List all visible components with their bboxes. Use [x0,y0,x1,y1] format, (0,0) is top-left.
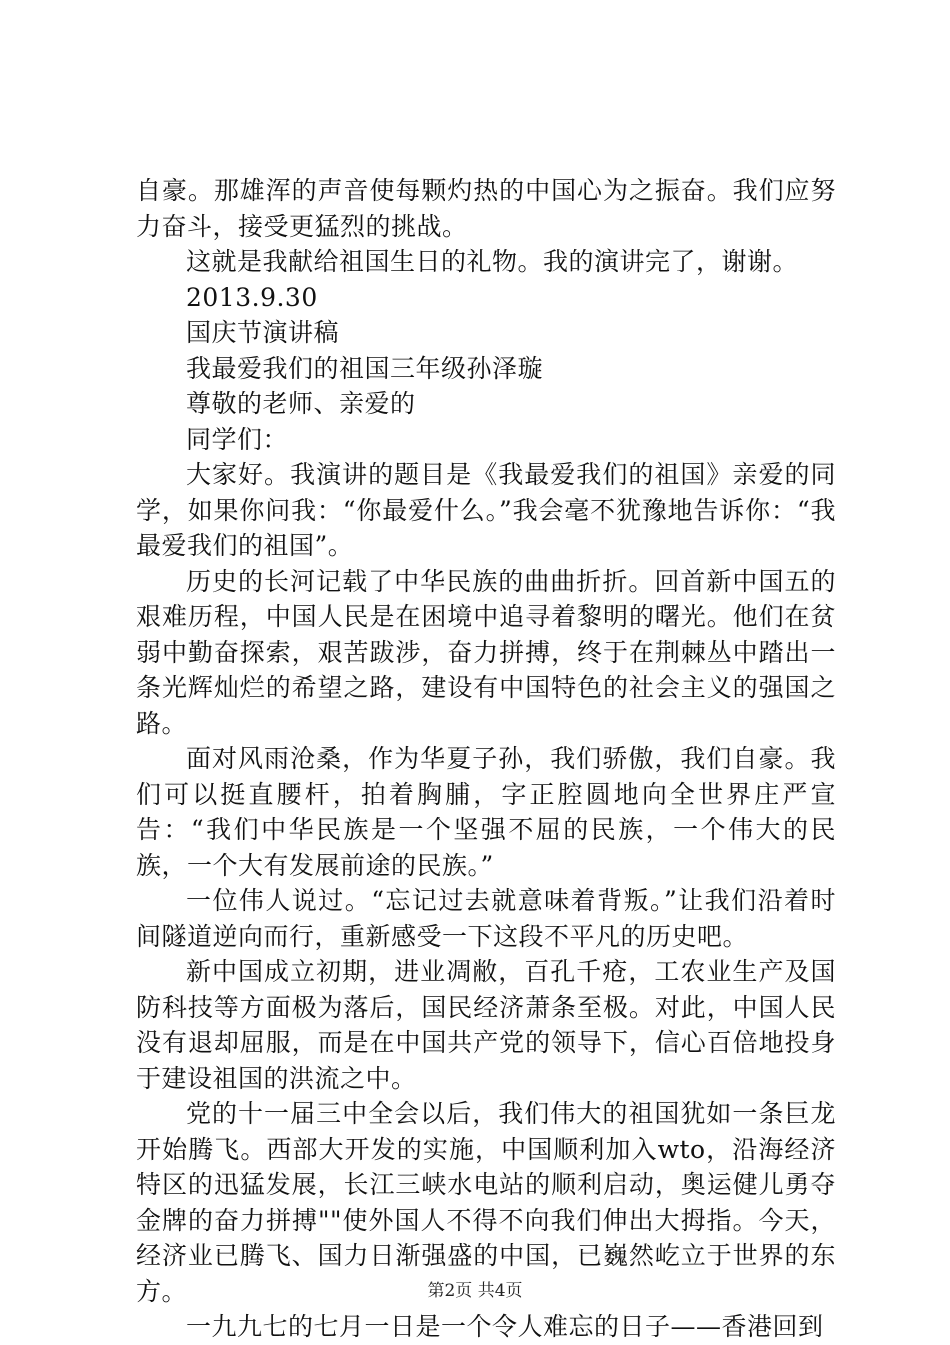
paragraph: 一位伟人说过。“忘记过去就意味着背叛。”让我们沿着时间隧道逆向而行，重新感受一下这段不平凡的历史吧。 [136,886,836,951]
date-line: 2013.9.30 [186,282,318,312]
paragraph: 自豪。那雄浑的声音使每颗灼热的中国心为之振奋。我们应努力奋斗，接受更猛烈的挑战。 [136,176,836,241]
paragraph: 党的十一届三中全会以后，我们伟大的祖国犹如一条巨龙开始腾飞。西部大开发的实施，中国顺利加入wto，沿海经济特区的迅猛发展，长江三峡水电站的顺利启动，奥运健儿勇夺金牌的奋力拼搏""使外国人不得不向我们伸出大拇指。今天，经济业已腾飞、国力日渐强盛的中国，已巍然屹立于世界的东方。 [136,1099,836,1306]
paragraph: 面对风雨沧桑，作为华夏子孙，我们骄傲，我们自豪。我们可以挺直腰杆，拍着胸脯，字正腔圆地向全世界庄严宣告：“我们中华民族是一个坚强不屈的民族，一个伟大的民族，一个大有发展前途的民族。” [136,744,836,880]
paragraph: 历史的长河记载了中华民族的曲曲折折。回首新中国五的艰难历程，中国人民是在困境中追寻着黎明的曙光。他们在贫弱中勤奋探索，艰苦跋涉，奋力拼搏，终于在荆棘丛中踏出一条光辉灿烂的希望之路，建设有中国特色的社会主义的强国之路。 [136,566,836,738]
paragraph: 一九九七的七月一日是一个令人难忘的日子——香港回到 [186,1312,824,1341]
salutation: 同学们： [186,424,289,454]
paragraph: 大家好。我演讲的题目是《我最爱我们的祖国》亲爱的同学，如果你问我：“你最爱什么。”我会毫不犹豫地告诉你：“我最爱我们的祖国”。 [136,460,836,560]
salutation: 尊敬的老师、亲爱的 [186,389,416,418]
document-body [136,173,836,1345]
speech-subtitle: 我最爱我们的祖国三年级孙泽璇 [186,353,544,383]
speech-title: 国庆节演讲稿 [186,318,340,347]
page-footer: 第2页 共4页 [427,1281,523,1301]
paragraph: 新中国成立初期，进业凋敝，百孔千疮，工农业生产及国防科技等方面极为落后，国民经济萧条至极。对此，中国人民没有退却屈服，而是在中国共产党的领导下，信心百倍地投身于建设祖国的洪流之中。 [136,957,836,1093]
paragraph: 这就是我献给祖国生日的礼物。我的演讲完了，谢谢。 [186,247,799,276]
